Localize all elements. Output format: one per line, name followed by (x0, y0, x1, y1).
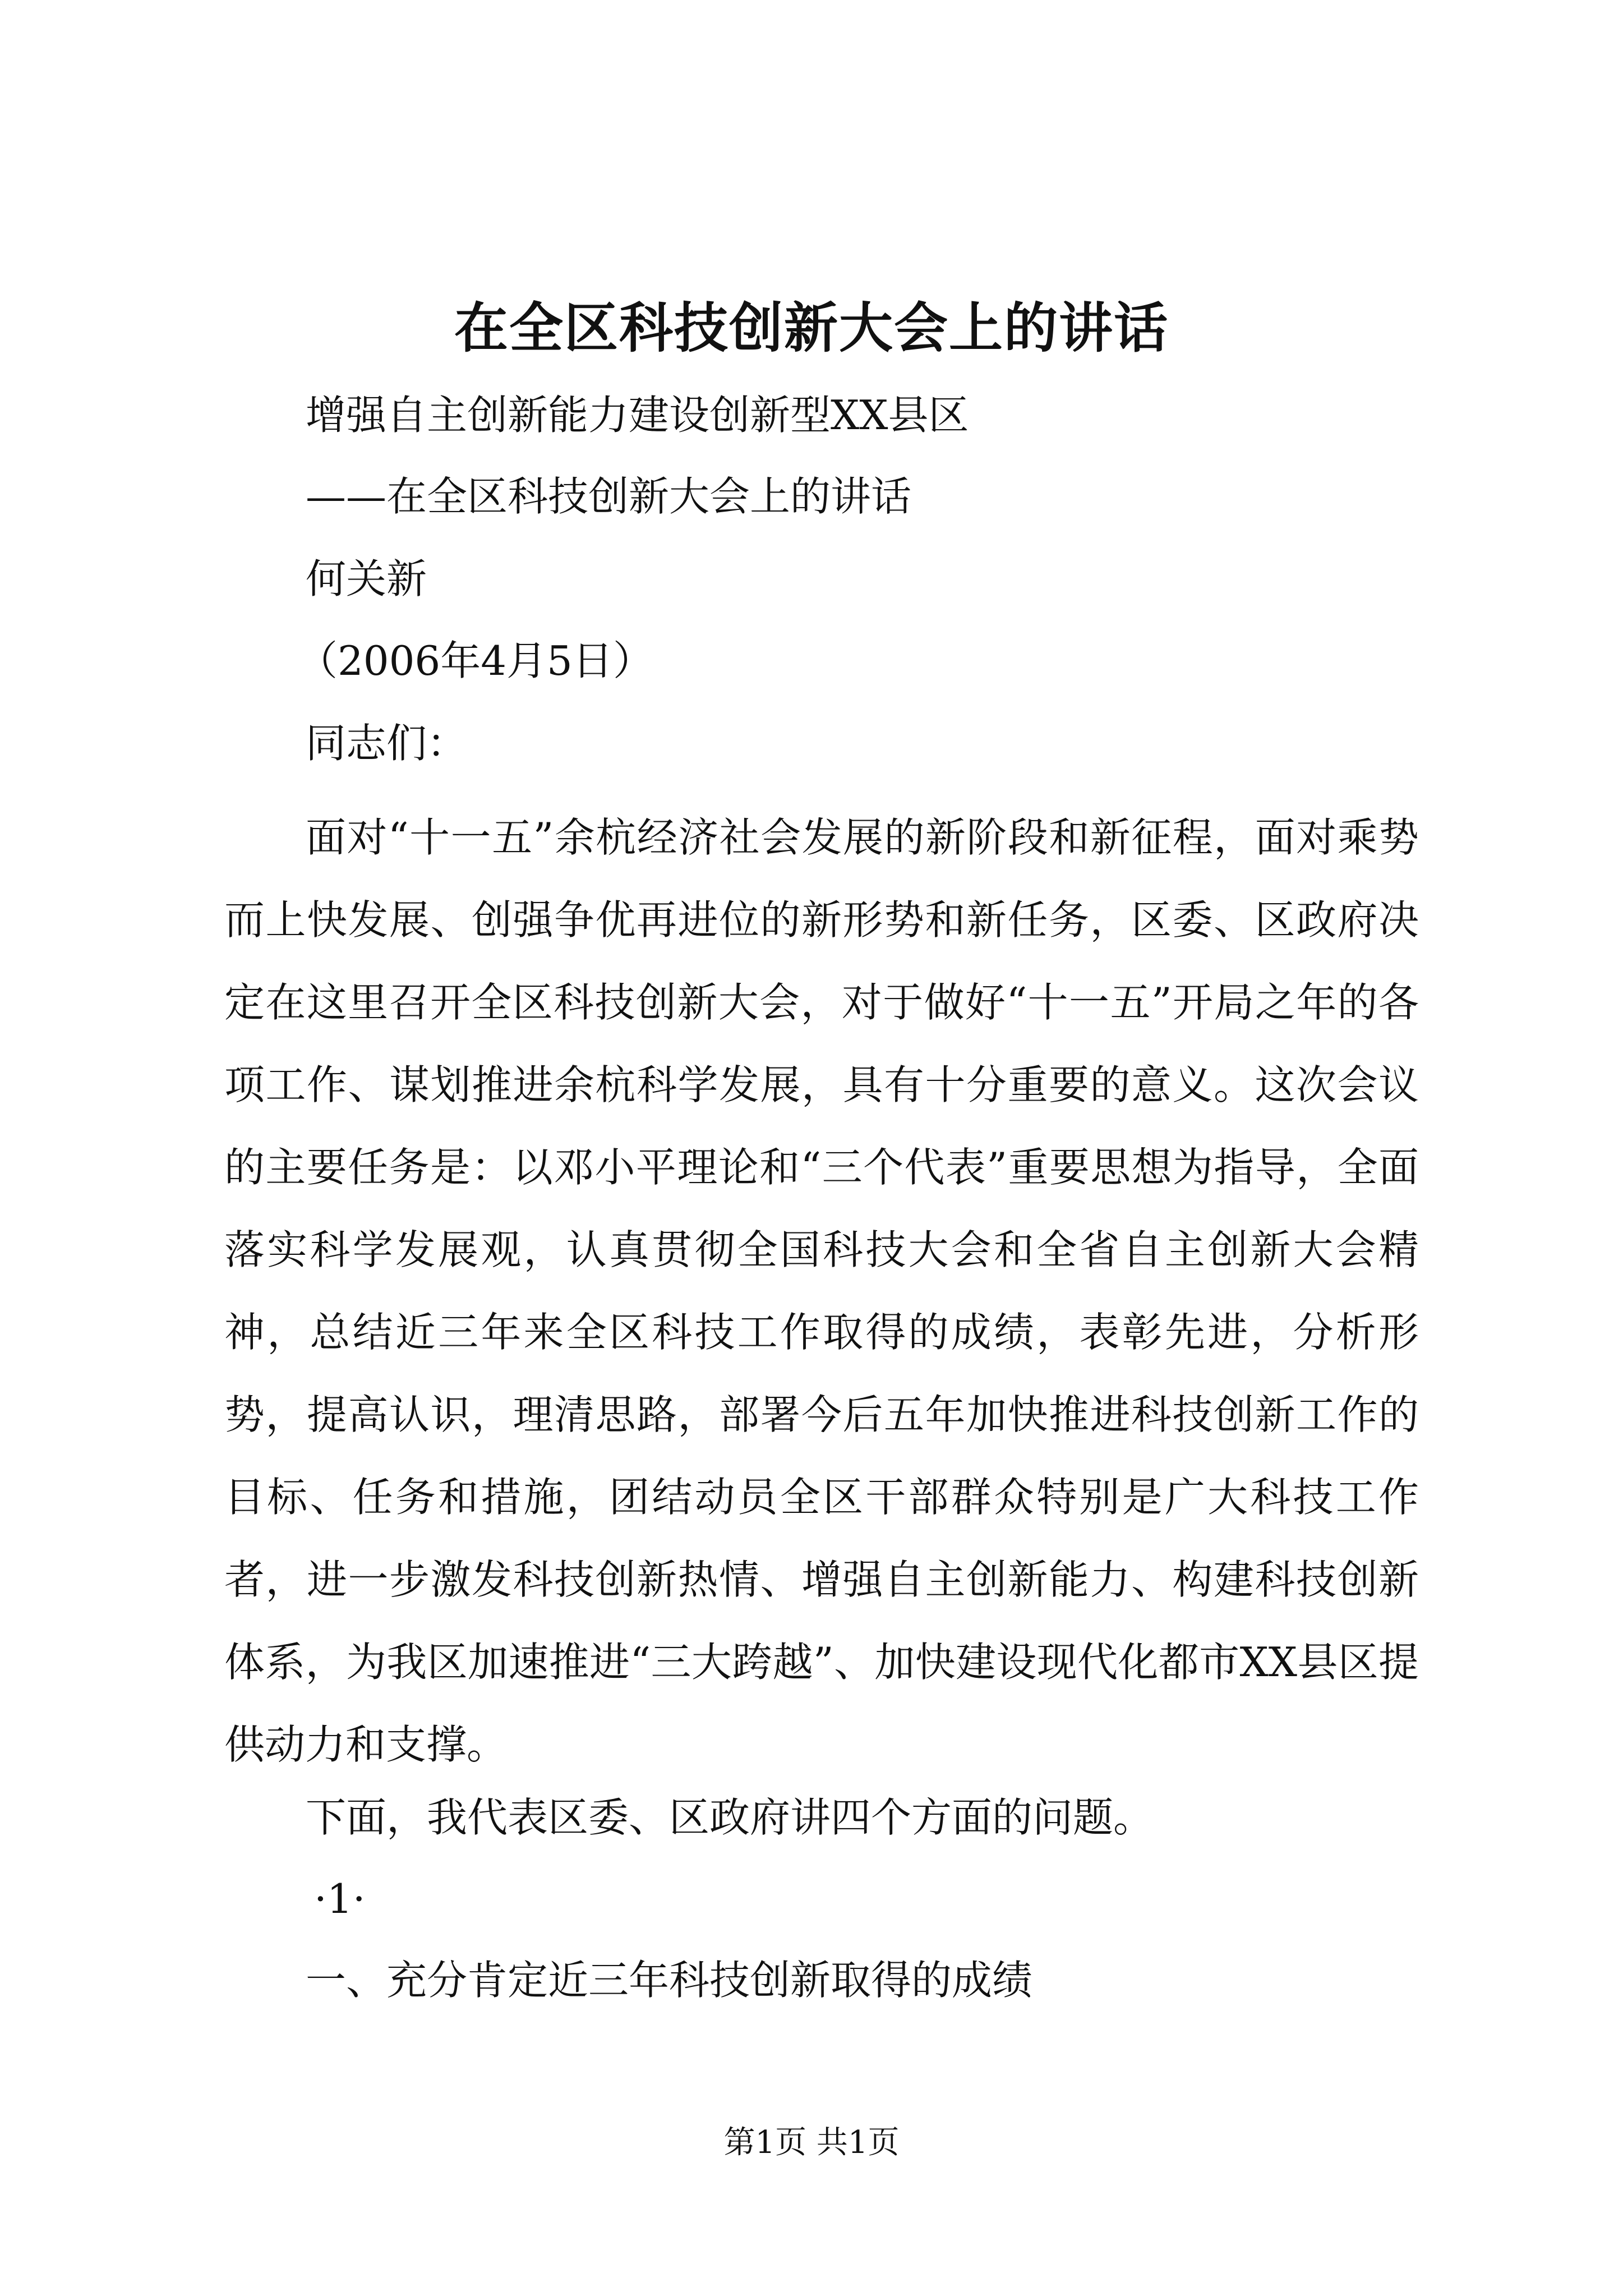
document-title: 在全区科技创新大会上的讲话 (454, 296, 1169, 360)
speech-date: （2006年4月5日） (297, 637, 653, 684)
salutation: 同志们： (306, 720, 468, 767)
author-name: 何关新 (306, 555, 427, 602)
page-footer: 第1页 共1页 (723, 2124, 900, 2161)
section-1-heading: 一、充分肯定近三年科技创新取得的成绩 (306, 1957, 1033, 2004)
body-paragraph-2: 下面，我代表区委、区政府讲四个方面的问题。 (306, 1794, 1154, 1841)
body-paragraph-1: 面对“十一五”余杭经济社会发展的新阶段和新征程，面对乘势而上快发展、创强争优再进位的新形势和新任务，区委、区政府决定在这里召开全区科技创新大会，对于做好“十一五”开局之年的各项工作、谋划推进余杭科学发展，具有十分重要的意义。这次会议的主要任务是：以邓小平理论和“三个代表”重要思想为指导，全面落实科学发展观，认真贯彻全国科技大会和全省自主创新大会精神，总结近三年来全区科技工作取得的成绩，表彰先进，分析形势，提高认识，理清思路，部署今后五年加快推进科技创新工作的目标、任务和措施，团结动员全区干部群众特别是广大科技工作者，进一步激发科技创新热情、增强自主创新能力、构建科技创新体系，为我区加速推进“三大跨越”、加快建设现代化都市XX县区提供动力和支撑。 (224, 814, 1419, 1768)
document-subtitle-dash: ——在全区科技创新大会上的讲话 (306, 473, 912, 520)
document-subtitle: 增强自主创新能力建设创新型XX县区 (306, 392, 969, 439)
page-marker: ·1· (314, 1875, 366, 1922)
